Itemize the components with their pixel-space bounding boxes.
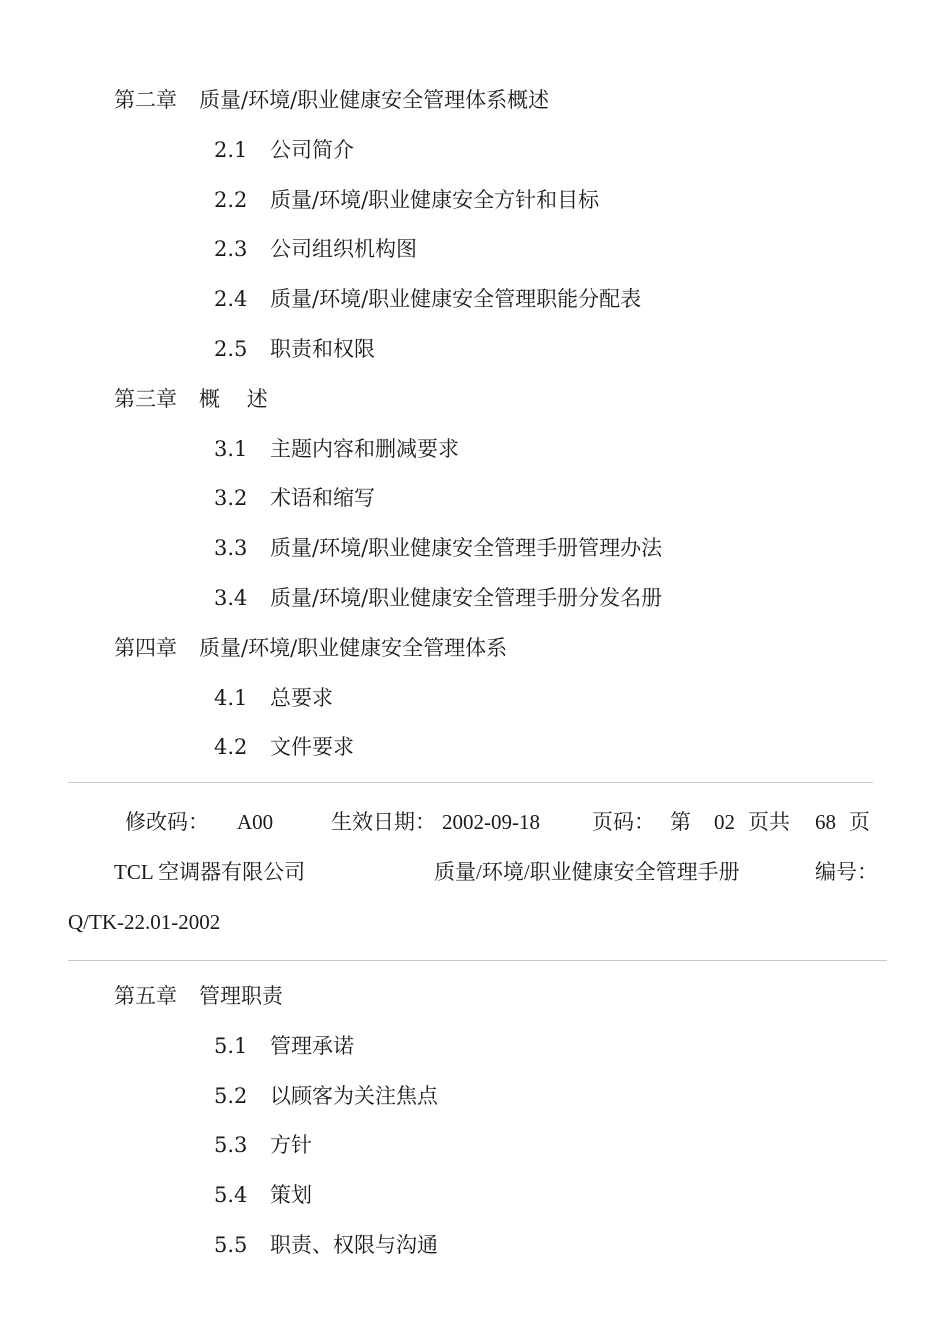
- chapter-label: 第三章: [114, 386, 177, 411]
- toc-section: [214, 733, 354, 761]
- chapter-title: 质量/环境/职业健康安全管理体系: [199, 635, 508, 660]
- section-title: 公司简介: [270, 137, 354, 162]
- section-title: 质量/环境/职业健康安全管理手册管理办法: [270, 536, 663, 561]
- section-number: 2.5: [214, 337, 248, 361]
- page-current: 02: [714, 810, 735, 834]
- section-title: 以顾客为关注焦点: [270, 1083, 438, 1108]
- manual-title: 质量/环境/职业健康安全管理手册: [434, 860, 740, 884]
- chapter-title: 管理职责: [199, 984, 283, 1008]
- header-divider: [68, 960, 887, 961]
- section-title: 术语和缩写: [270, 486, 375, 511]
- section-title: 文件要求: [270, 735, 354, 760]
- footer-divider: [68, 782, 873, 783]
- section-title: 质量/环境/职业健康安全管理职能分配表: [270, 287, 642, 312]
- page-suffix: 页: [849, 810, 870, 834]
- chapter-label: 第五章: [114, 984, 177, 1008]
- section-title: 职责和权限: [270, 337, 375, 361]
- chapter-label: 第二章: [114, 88, 177, 112]
- section-title: 质量/环境/职业健康安全管理手册分发名册: [270, 586, 663, 610]
- section-title: 主题内容和删减要求: [270, 436, 459, 461]
- page-mid: 页共: [748, 810, 790, 834]
- section-title: 管理承诺: [270, 1033, 354, 1058]
- revision-label: 修改码：: [125, 810, 209, 834]
- company-name: TCL 空调器有限公司: [114, 860, 306, 884]
- section-number: 2.4: [214, 287, 248, 312]
- toc-section: [214, 1181, 312, 1209]
- section-number: 3.1: [214, 436, 248, 461]
- page-prefix: 第: [670, 810, 691, 834]
- section-number: 2.1: [214, 137, 248, 162]
- toc-chapter: [114, 86, 549, 114]
- page-total: 68: [815, 810, 836, 834]
- section-title: 公司组织机构图: [270, 237, 417, 262]
- document-code: Q/TK-22.01-2002: [68, 910, 221, 934]
- section-number: 3.4: [214, 586, 248, 610]
- toc-section: [214, 435, 459, 463]
- toc-chapter: [114, 634, 507, 662]
- toc-section: [214, 136, 354, 164]
- toc-section: [214, 285, 641, 313]
- toc-section: [214, 235, 417, 263]
- section-number: 3.2: [214, 486, 248, 511]
- section-title: 总要求: [270, 685, 333, 710]
- section-number: 2.3: [214, 237, 248, 262]
- toc-section: [214, 534, 662, 562]
- section-title: 质量/环境/职业健康安全方针和目标: [270, 187, 600, 212]
- section-number: 5.1: [214, 1033, 248, 1058]
- section-title: 策划: [270, 1183, 312, 1208]
- effective-date-label: 生效日期：: [331, 810, 436, 834]
- section-number: 5.3: [214, 1133, 248, 1158]
- section-number: 5.4: [214, 1183, 248, 1208]
- section-number: 3.3: [214, 536, 248, 561]
- toc-section: [214, 684, 333, 712]
- chapter-title: 质量/环境/职业健康安全管理体系概述: [199, 88, 550, 112]
- section-number: 5.5: [214, 1233, 248, 1257]
- effective-date-value: 2002-09-18: [442, 810, 540, 834]
- revision-value: A00: [237, 810, 274, 834]
- toc-section: [214, 584, 662, 612]
- toc-section: [214, 186, 599, 214]
- page-label: 页码：: [592, 810, 655, 834]
- toc-section: [214, 484, 375, 512]
- section-title: 方针: [270, 1133, 312, 1158]
- toc-section: [214, 1082, 438, 1110]
- chapter-label: 第四章: [114, 635, 177, 660]
- toc-section: [214, 335, 375, 363]
- toc-section: [214, 1032, 354, 1060]
- section-number: 2.2: [214, 187, 248, 212]
- toc-chapter: [114, 385, 268, 413]
- toc-chapter: [114, 982, 283, 1010]
- section-number: 5.2: [214, 1083, 248, 1108]
- section-number: 4.1: [214, 685, 248, 710]
- section-number: 4.2: [214, 735, 248, 760]
- document-code-label: 编号：: [815, 860, 878, 884]
- chapter-title: 概 述: [199, 386, 268, 411]
- toc-section: [214, 1131, 312, 1159]
- section-title: 职责、权限与沟通: [270, 1233, 438, 1257]
- toc-section: [214, 1231, 438, 1259]
